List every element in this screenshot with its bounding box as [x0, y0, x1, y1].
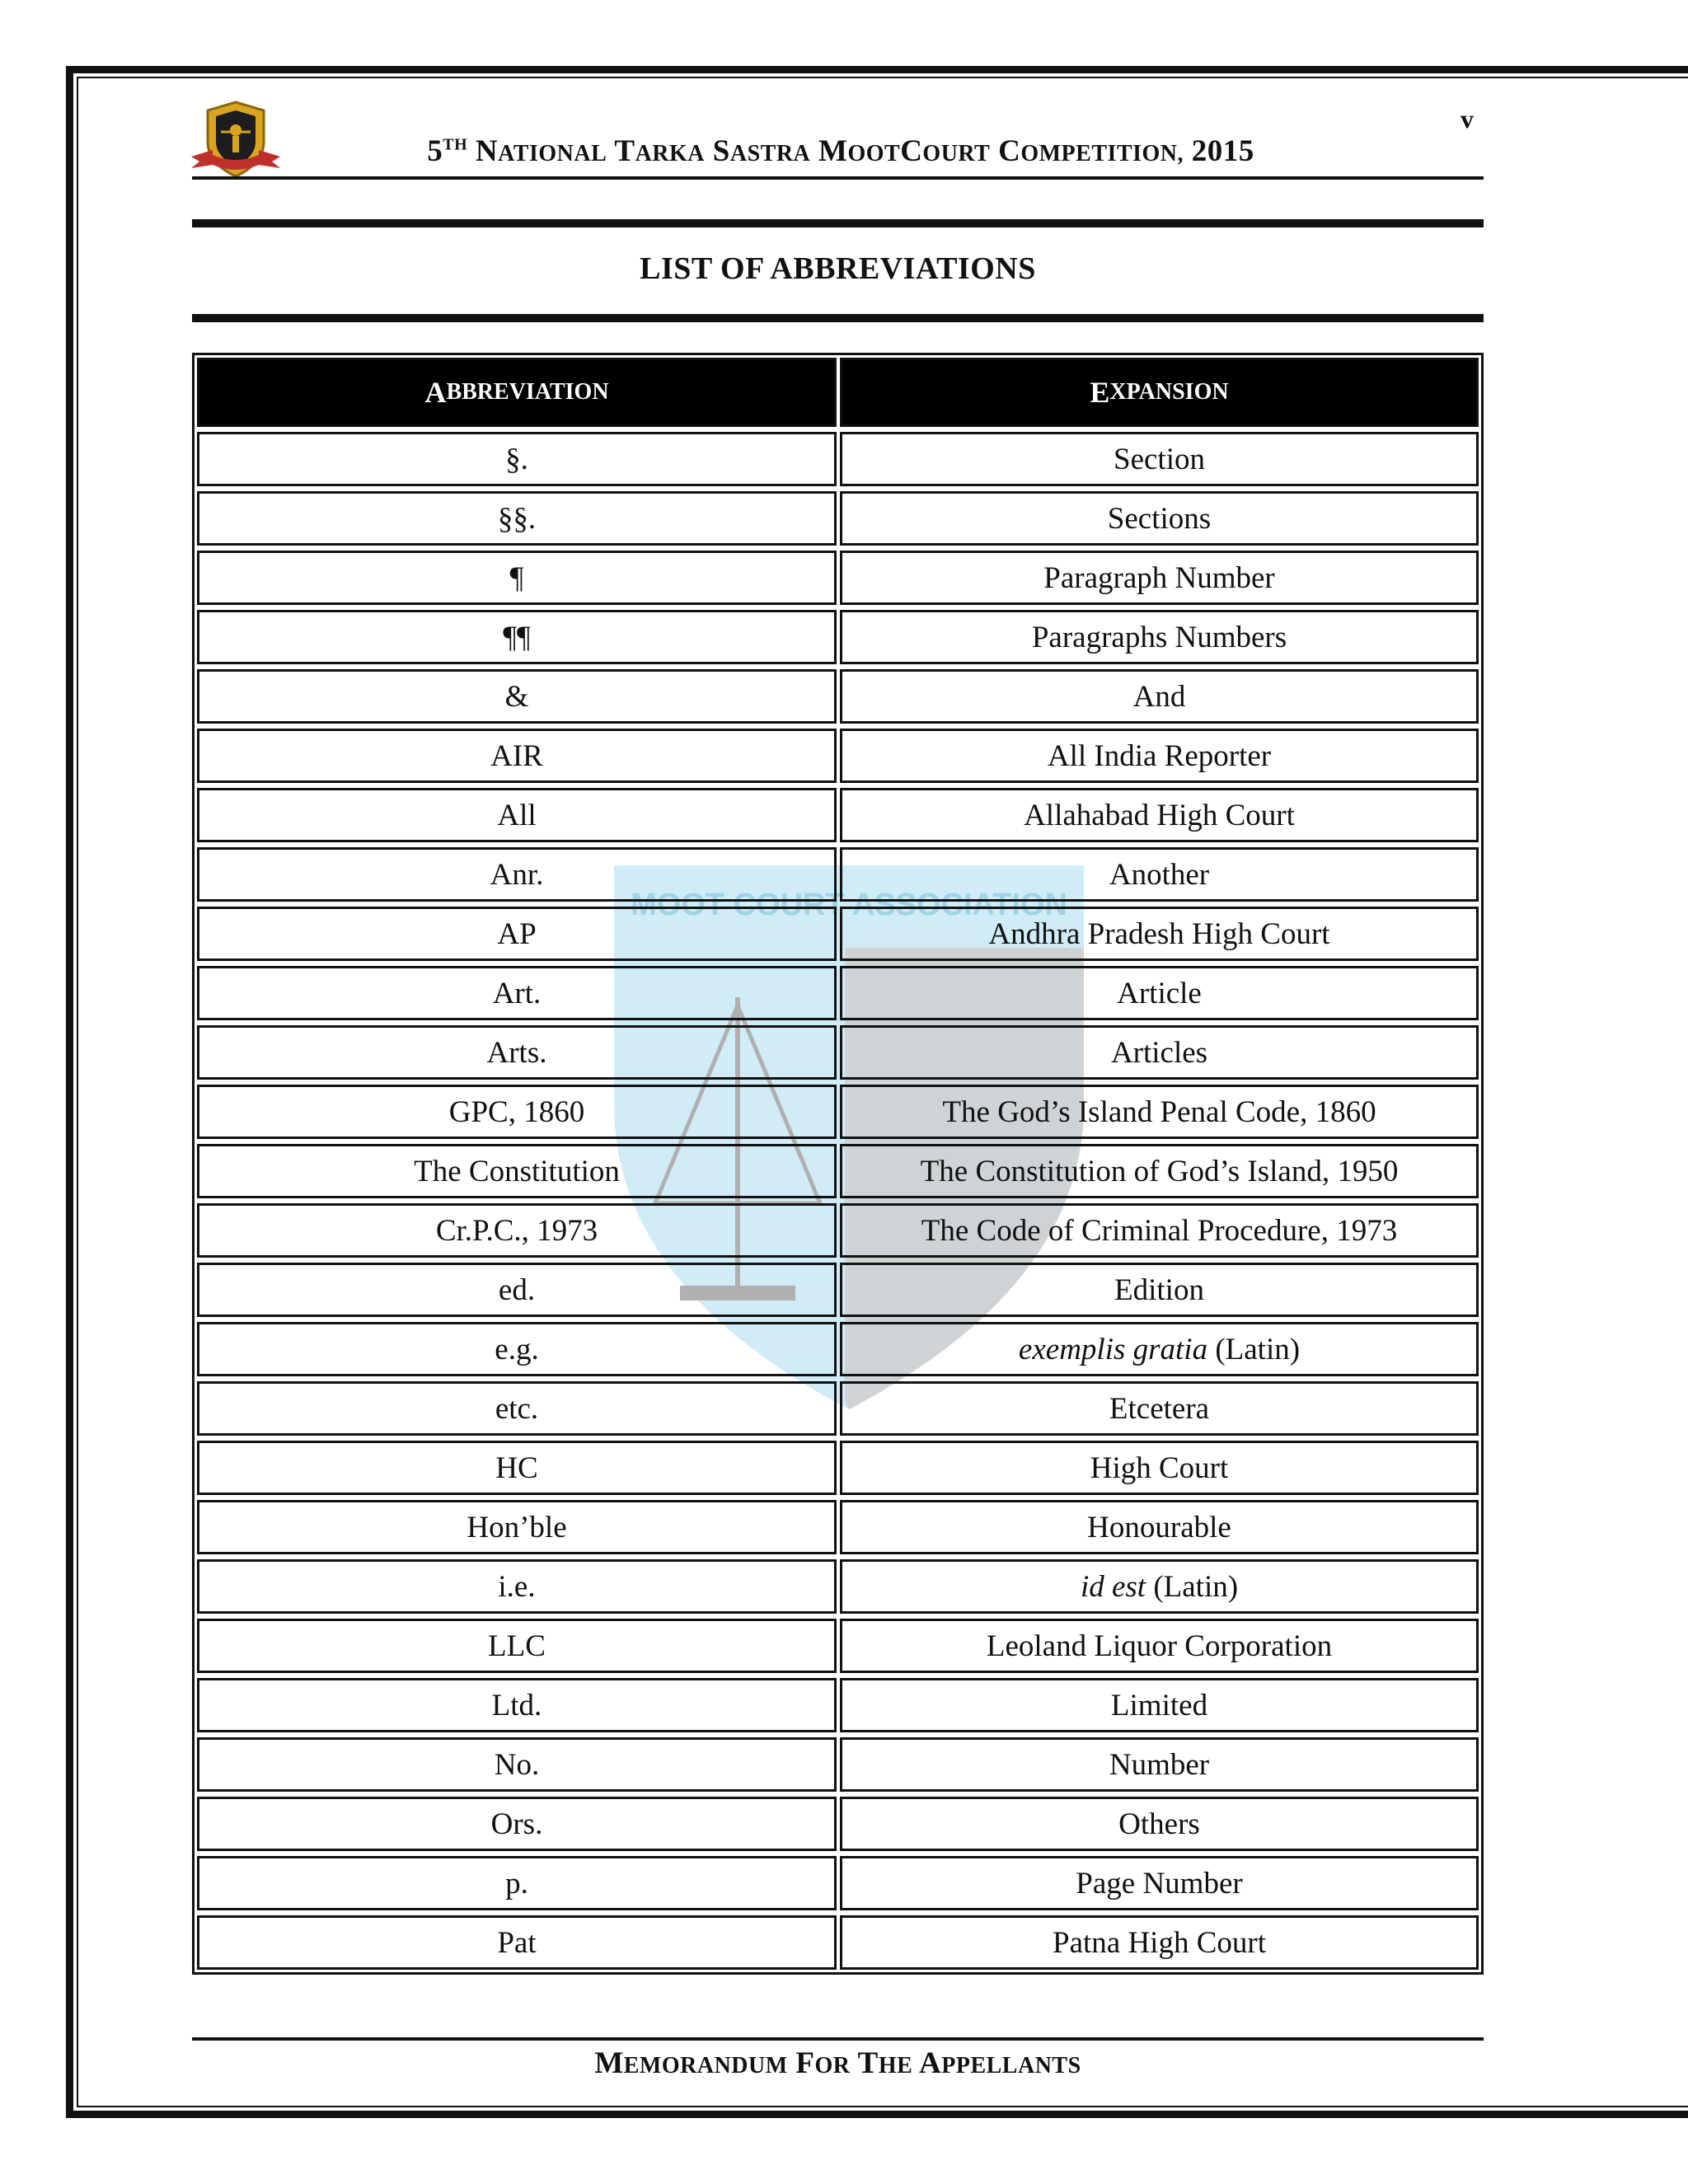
abbreviation-cell: AIR	[197, 729, 837, 783]
abbreviation-cell: Arts.	[197, 1025, 837, 1080]
abbreviation-cell: All	[197, 788, 837, 842]
abbreviation-cell: The Constitution	[197, 1144, 837, 1198]
table-row	[197, 1203, 1479, 1258]
header-rule	[192, 176, 1484, 180]
running-footer: MEMORANDUM FOR THE APPELLANTS	[594, 2046, 1081, 2080]
table-row	[197, 1263, 1479, 1317]
abbreviation-cell: §§.	[197, 491, 837, 546]
page-number: v	[1461, 104, 1474, 134]
expansion-cell: Leoland Liquor Corporation	[840, 1619, 1479, 1673]
abbreviation-cell: AP	[197, 907, 837, 961]
expansion-cell: Paragraph Number	[840, 551, 1479, 605]
expansion-rest-text: (Latin)	[1146, 1569, 1239, 1604]
abbreviation-cell: Art.	[197, 966, 837, 1020]
table-row	[197, 788, 1479, 842]
expansion-cell: The Code of Criminal Procedure, 1973	[840, 1203, 1479, 1258]
title-bottom-rule	[192, 314, 1484, 322]
table-row	[197, 669, 1479, 724]
abbreviation-cell: §.	[197, 432, 837, 486]
abbreviation-cell: Anr.	[197, 847, 837, 902]
expansion-cell: Another	[840, 847, 1479, 902]
expansion-cell: Article	[840, 966, 1479, 1020]
watermark-text: MOOT COURT ASSOCIATION	[631, 888, 1067, 922]
abbreviation-cell: LLC	[197, 1619, 837, 1673]
title-top-rule	[192, 219, 1484, 227]
abbreviation-cell: Ltd.	[197, 1678, 837, 1732]
table-row	[197, 1085, 1479, 1139]
abbreviation-cell: GPC, 1860	[197, 1085, 837, 1139]
expansion-cell	[840, 1322, 1479, 1376]
expansion-cell: The Constitution of God’s Island, 1950	[840, 1144, 1479, 1198]
table-row	[197, 729, 1479, 783]
abbreviation-cell: &	[197, 669, 837, 724]
abbreviation-cell: ¶¶	[197, 610, 837, 664]
expansion-rest-text: (Latin)	[1207, 1332, 1301, 1366]
expansion-cell: Section	[840, 432, 1479, 486]
abbreviation-cell: ed.	[197, 1263, 837, 1317]
expansion-cell: Sections	[840, 491, 1479, 546]
table-row	[197, 907, 1479, 961]
expansion-cell	[840, 1559, 1479, 1614]
expansion-cell: The God’s Island Penal Code, 1860	[840, 1085, 1479, 1139]
column-header-abbreviation: A BBREVIATION	[197, 358, 837, 427]
expansion-cell: Paragraphs Numbers	[840, 610, 1479, 664]
table-row	[197, 1322, 1479, 1376]
table-row	[197, 432, 1479, 486]
table-row	[197, 1797, 1479, 1851]
expansion-cell: Andhra Pradesh High Court	[840, 907, 1479, 961]
header-ordinal: 5	[427, 134, 443, 168]
table-row	[197, 1915, 1479, 1970]
expansion-cell: Honourable	[840, 1500, 1479, 1554]
table-row	[197, 1737, 1479, 1792]
table-row	[197, 491, 1479, 546]
abbreviation-cell: No.	[197, 1737, 837, 1792]
abbreviations-table	[192, 353, 1484, 1975]
expansion-cell: Limited	[840, 1678, 1479, 1732]
expansion-italic-text: exemplis gratia	[1018, 1332, 1208, 1366]
table-row	[197, 610, 1479, 664]
competition-logo-icon	[188, 99, 284, 181]
table-header-row	[197, 358, 1479, 427]
table-row	[197, 1025, 1479, 1080]
abbreviation-cell: Ors.	[197, 1797, 837, 1851]
abbreviation-cell: p.	[197, 1856, 837, 1910]
expansion-cell: Edition	[840, 1263, 1479, 1317]
table-row	[197, 1619, 1479, 1673]
table-row	[197, 1441, 1479, 1495]
header-ordinal-suffix: TH	[443, 135, 468, 154]
expansion-cell: Etcetera	[840, 1381, 1479, 1436]
expansion-cell: Page Number	[840, 1856, 1479, 1910]
column-header-expansion: E XPANSION	[840, 358, 1479, 427]
abbreviation-cell: i.e.	[197, 1559, 837, 1614]
expansion-italic-text: id est	[1080, 1569, 1146, 1604]
table-row	[197, 1678, 1479, 1732]
expansion-cell: Number	[840, 1737, 1479, 1792]
abbreviation-cell: e.g.	[197, 1322, 837, 1376]
table-row	[197, 1144, 1479, 1198]
expansion-cell: High Court	[840, 1441, 1479, 1495]
abbreviation-cell: Hon’ble	[197, 1500, 837, 1554]
section-title: LIST OF ABBREVIATIONS	[640, 251, 1036, 286]
expansion-cell: All India Reporter	[840, 729, 1479, 783]
table-row	[197, 847, 1479, 902]
header-year: 2015	[1191, 134, 1254, 168]
abbreviation-cell: Cr.P.C., 1973	[197, 1203, 837, 1258]
abbreviation-cell: HC	[197, 1441, 837, 1495]
expansion-cell: And	[840, 669, 1479, 724]
table-row	[197, 1559, 1479, 1614]
expansion-cell: Others	[840, 1797, 1479, 1851]
table-row	[197, 551, 1479, 605]
table-row	[197, 1500, 1479, 1554]
table-row	[197, 1381, 1479, 1436]
abbreviation-cell: etc.	[197, 1381, 837, 1436]
expansion-cell: Allahabad High Court	[840, 788, 1479, 842]
table-row	[197, 966, 1479, 1020]
expansion-cell: Articles	[840, 1025, 1479, 1080]
abbreviation-cell: ¶	[197, 551, 837, 605]
abbreviation-cell: Pat	[197, 1915, 837, 1970]
expansion-cell: Patna High Court	[840, 1915, 1479, 1970]
table-row	[197, 1856, 1479, 1910]
running-header: 5TH NATIONAL TARKA SASTRA MOOTCOURT COMPETITION, 2015	[427, 134, 1254, 168]
